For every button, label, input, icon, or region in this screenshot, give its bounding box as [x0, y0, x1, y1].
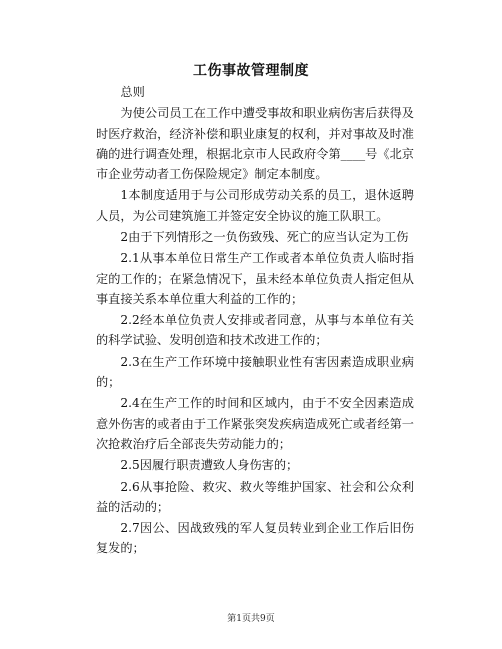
paragraph-purpose: 为使公司员工在工作中遭受事故和职业病伤害后获得及时医疗救治，经济补偿和职业康复的权利，并对事故及时准确的进行调查处理，根据北京市人民政府令第____号《北京市企业劳动者工伤保险规定》制定本制度。 [96, 106, 414, 181]
clause-2-6: 2.6从事抢险、救灾、救火等维护国家、社会和公众利益的活动的； [96, 479, 414, 514]
page-footer: 第1页共9页 [227, 614, 275, 624]
document-title: 工伤事故管理制度 [193, 63, 309, 79]
clause-2-1: 2.1从事本单位日常生产工作或者本单位负责人临时指定的工作的；在紧急情况下，虽未经本单位负责人指定但从事直接关系本单位重大利益的工作的； [96, 251, 414, 306]
clause-2-5: 2.5因履行职责遭致人身伤害的； [120, 458, 299, 473]
section-heading-general: 总则 [120, 85, 145, 99]
clause-2-2: 2.2经本单位负责人安排或者同意，从事与本单位有关的科学试验、发明创造和技术改进工作的； [96, 313, 414, 348]
paragraph-scope: 1本制度适用于与公司形成劳动关系的员工，退休返聘人员，为公司建筑施工并签定安全协议的施工队职工。 [96, 188, 414, 223]
clause-2-7: 2.7因公、因战致残的军人复员转业到企业工作后旧伤复发的； [96, 521, 414, 556]
clause-2-3: 2.3在生产工作环境中接触职业性有害因素造成职业病的； [96, 354, 414, 389]
clause-2-4: 2.4在生产工作的时间和区域内，由于不安全因素造成意外伤害的或者由于工作紧张突发疾病造成死亡或者经第一次抢救治疗后全部丧失劳动能力的； [96, 396, 414, 451]
paragraph-injury-conditions: 2由于下列情形之一负伤致残、死亡的应当认定为工伤 [120, 229, 409, 244]
document-body [96, 82, 414, 560]
